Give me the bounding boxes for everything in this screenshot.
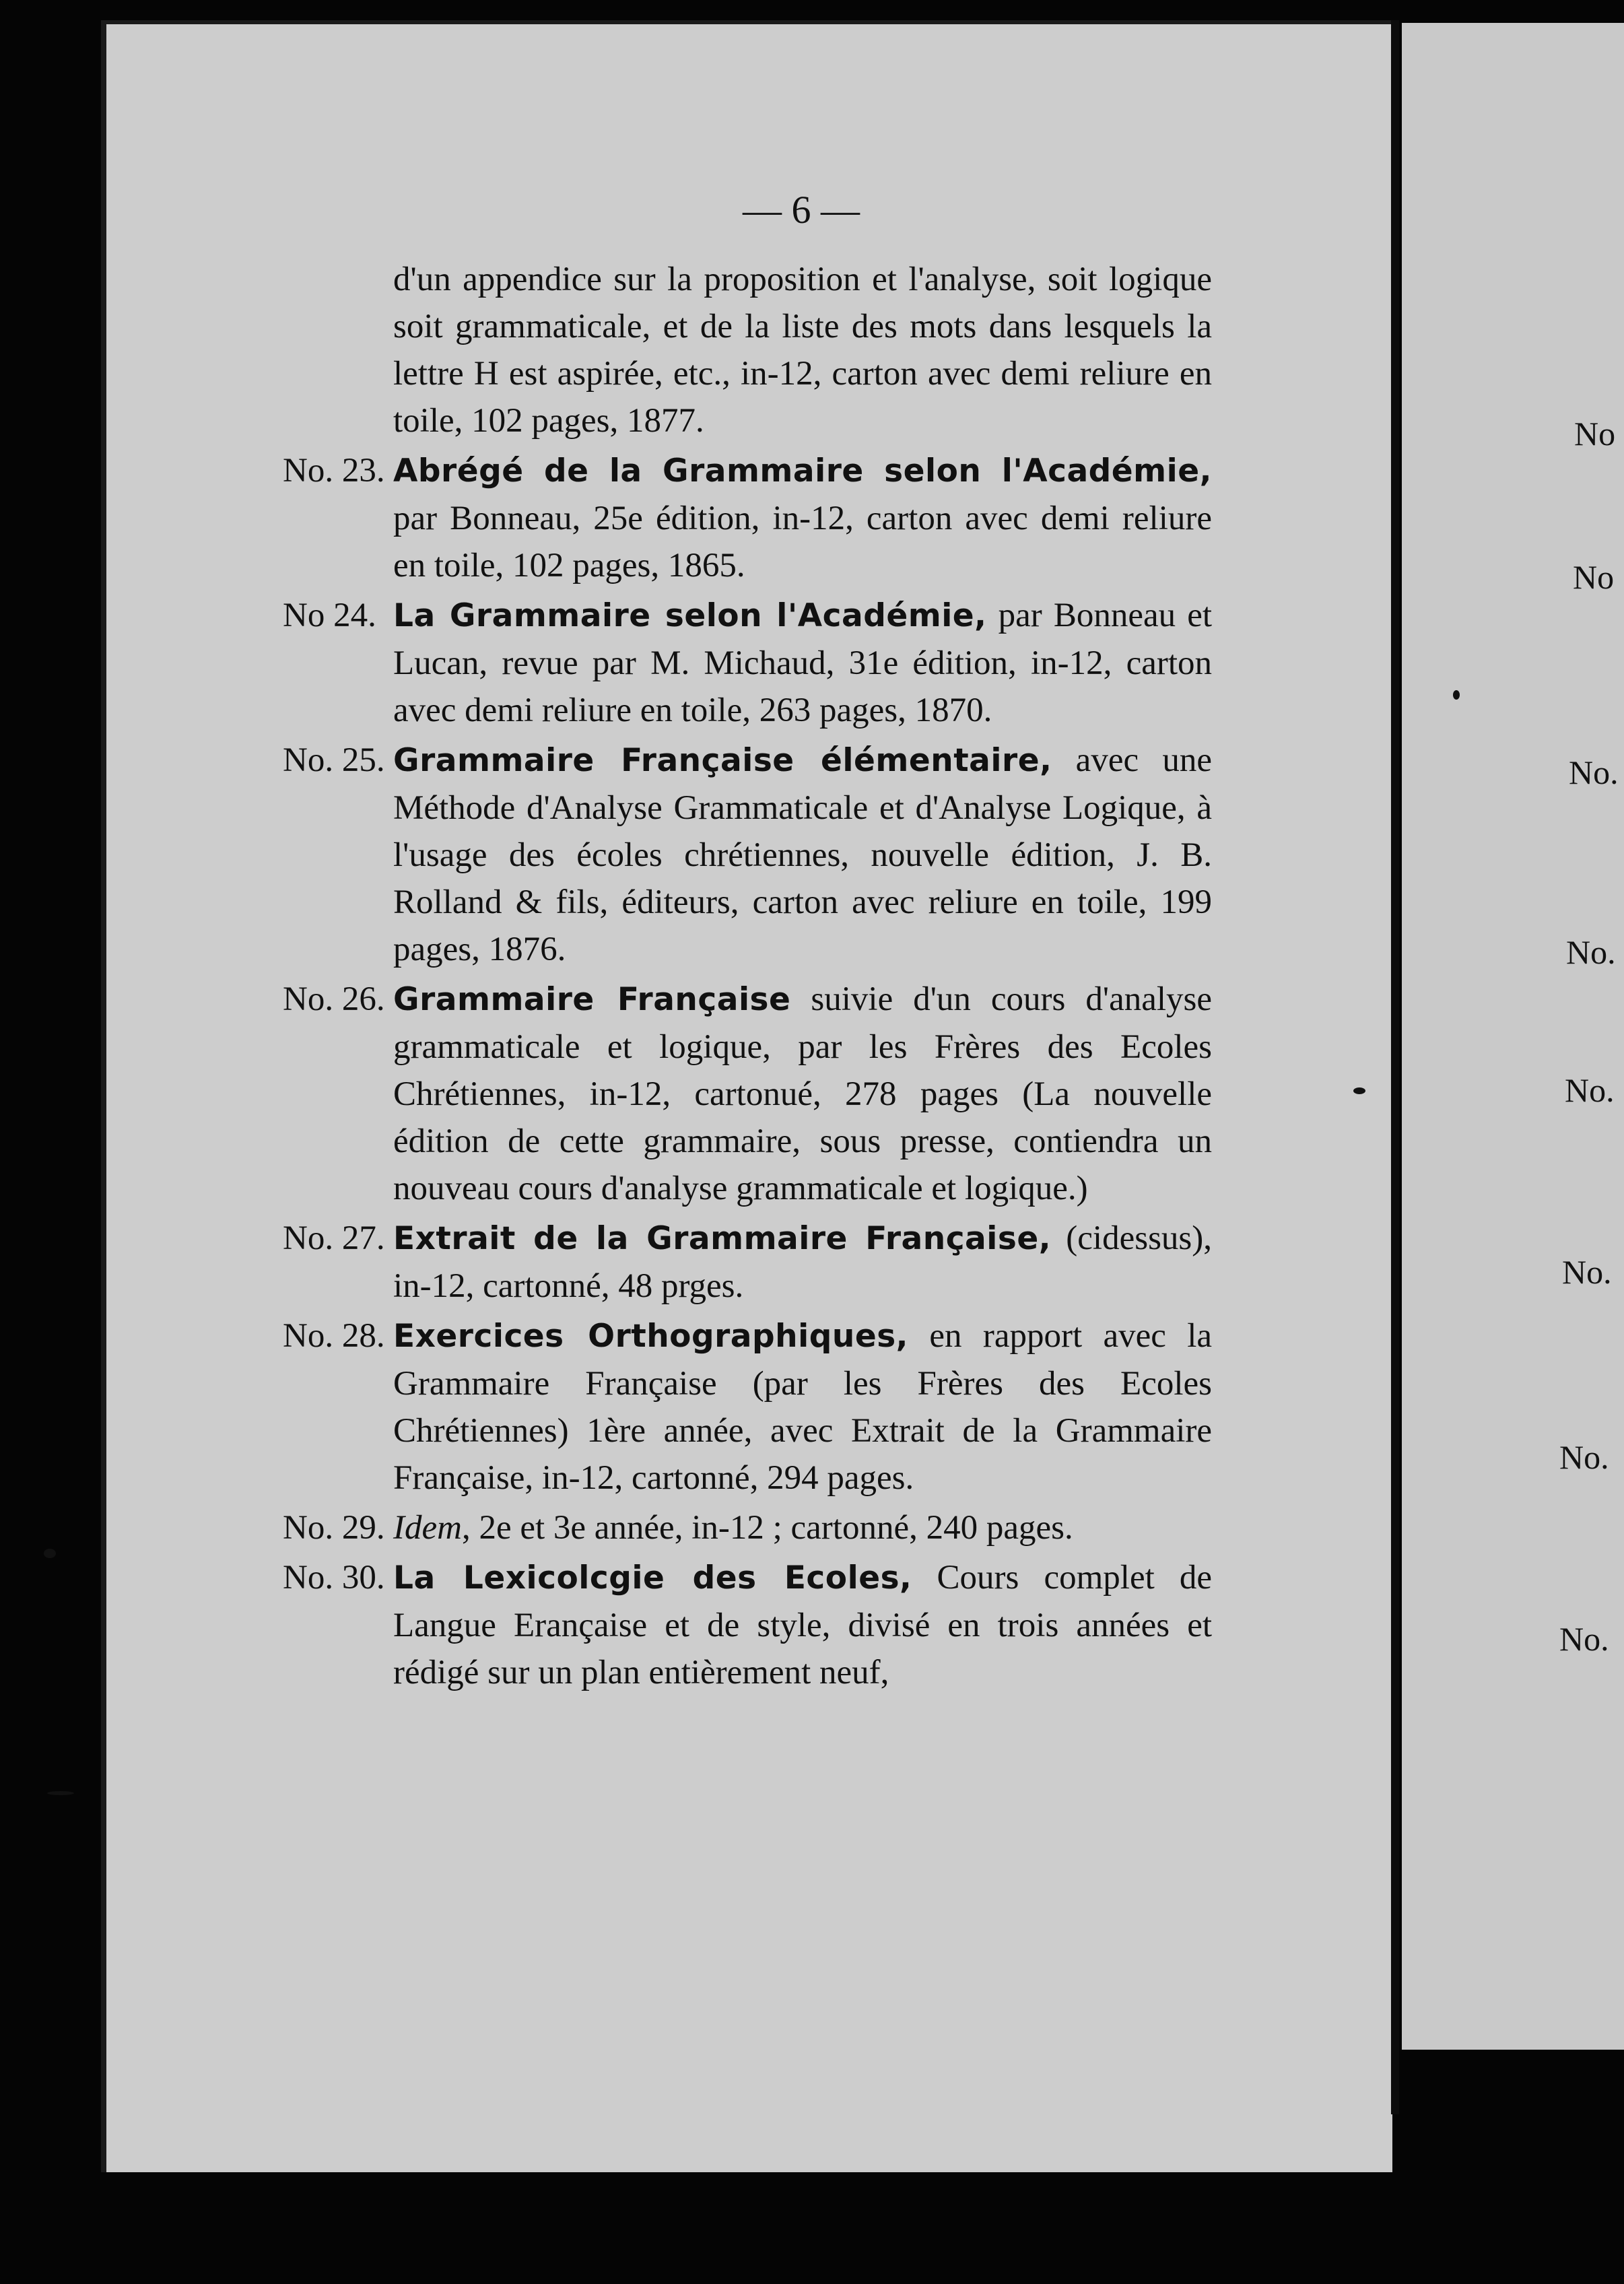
facing-page-label: No. [1559, 1620, 1609, 1658]
entry-23 [283, 447, 1212, 589]
entry-description: suivie d'un cours d'analyse grammaticale et logique, par les Frères des Ecoles Chrétiennes, in-12, cartonué, 278 pages (La nouvelle édition de cette grammaire, sous presse, contiendra un nouveau cours d'analyse grammaticale et logique.) [393, 980, 1212, 1207]
entry-28 [283, 1312, 1212, 1502]
facing-page-label: No. [1569, 753, 1619, 791]
page-number: — 6 — [743, 188, 860, 232]
facing-page [1402, 23, 1624, 2050]
entry-number: No. 28. [283, 1317, 385, 1355]
entry-title: Grammaire Française [393, 981, 791, 1018]
entry-number: No. 26. [283, 980, 385, 1018]
facing-page-label: No. [1559, 1438, 1609, 1476]
facing-page-label: No. [1562, 1253, 1612, 1291]
entry-number: No 24. [283, 597, 376, 634]
entry-title: La Lexicolcgie des Ecoles, [393, 1559, 912, 1597]
entry-title: Abrégé de la Grammaire selon l'Académie, [393, 452, 1212, 490]
facing-page-label: No [1574, 415, 1616, 452]
entry-description: avec une Méthode d'Analyse Grammaticale et d'Analyse Logique, à l'usage des écoles chrétiennes, nouvelle édition, J. B. Rolland & fils, éditeurs, carton avec reliure en toile, 199 pages, 1876. [393, 741, 1212, 968]
entry-description: en rapport avec la Grammaire Française (par les Frères des Ecoles Chrétiennes) 1ère année, avec Extrait de la Grammaire Française, in-12, cartonné, 294 pages. [393, 1317, 1213, 1497]
facing-page-label: No. [1566, 933, 1616, 971]
entry-number: No. 27. [283, 1219, 385, 1257]
scan-speck [1353, 1087, 1365, 1094]
entry-description: (cidessus), in-12, cartonné, 48 prges. [393, 1219, 1212, 1305]
page-gutter [1391, 20, 1399, 2114]
page-text [283, 256, 1212, 1699]
entry-description: par Bonneau, 25e édition, in-12, carton avec demi reliure en toile, 102 pages, 1865. [393, 500, 1212, 584]
entry-24 [283, 592, 1212, 734]
entry-description: par Bonneau et Lucan, revue par M. Michaud, 31e édition, in-12, carton avec demi reliure en toile, 263 pages, 1870. [393, 597, 1212, 729]
entry-27 [283, 1215, 1212, 1310]
entry-title: La Grammaire selon l'Académie, [393, 597, 987, 634]
entry-description: Cours complet de Langue Erançaise et de style, divisé en trois années et rédigé sur un plan entièrement neuf, [393, 1559, 1212, 1691]
entry-30 [283, 1554, 1212, 1696]
entry-29 [283, 1504, 1212, 1551]
entry-number: No. 30. [283, 1559, 385, 1597]
scan-speck [47, 1791, 74, 1795]
facing-page-label: No [1573, 558, 1615, 596]
entry-number: No. 29. [283, 1509, 385, 1547]
entry-title: Grammaire Française élémentaire, [393, 742, 1052, 779]
intro-paragraph: d'un appendice sur la proposition et l'analyse, soit logique soit grammaticale, et de la liste des mots dans lesquels la lettre H est aspirée, etc., in-12, carton avec demi reliure en toile, 102 pages, 1877. [393, 261, 1212, 440]
scan-speck [44, 1549, 56, 1558]
entry-26 [283, 976, 1212, 1212]
entry-title: Exercices Orthographiques, [393, 1318, 909, 1355]
entry-number: No. 23. [283, 452, 385, 490]
scan-speck [1453, 690, 1460, 700]
entry-description: , 2e et 3e année, in-12 ; cartonné, 240 pages. [461, 1509, 1073, 1547]
facing-page-label: No. [1565, 1071, 1615, 1109]
entry-idem: Idem [393, 1509, 462, 1547]
entry-title: Extrait de la Grammaire Française, [393, 1220, 1052, 1257]
entry-number: No. 25. [283, 741, 385, 779]
entry-25 [283, 737, 1212, 973]
